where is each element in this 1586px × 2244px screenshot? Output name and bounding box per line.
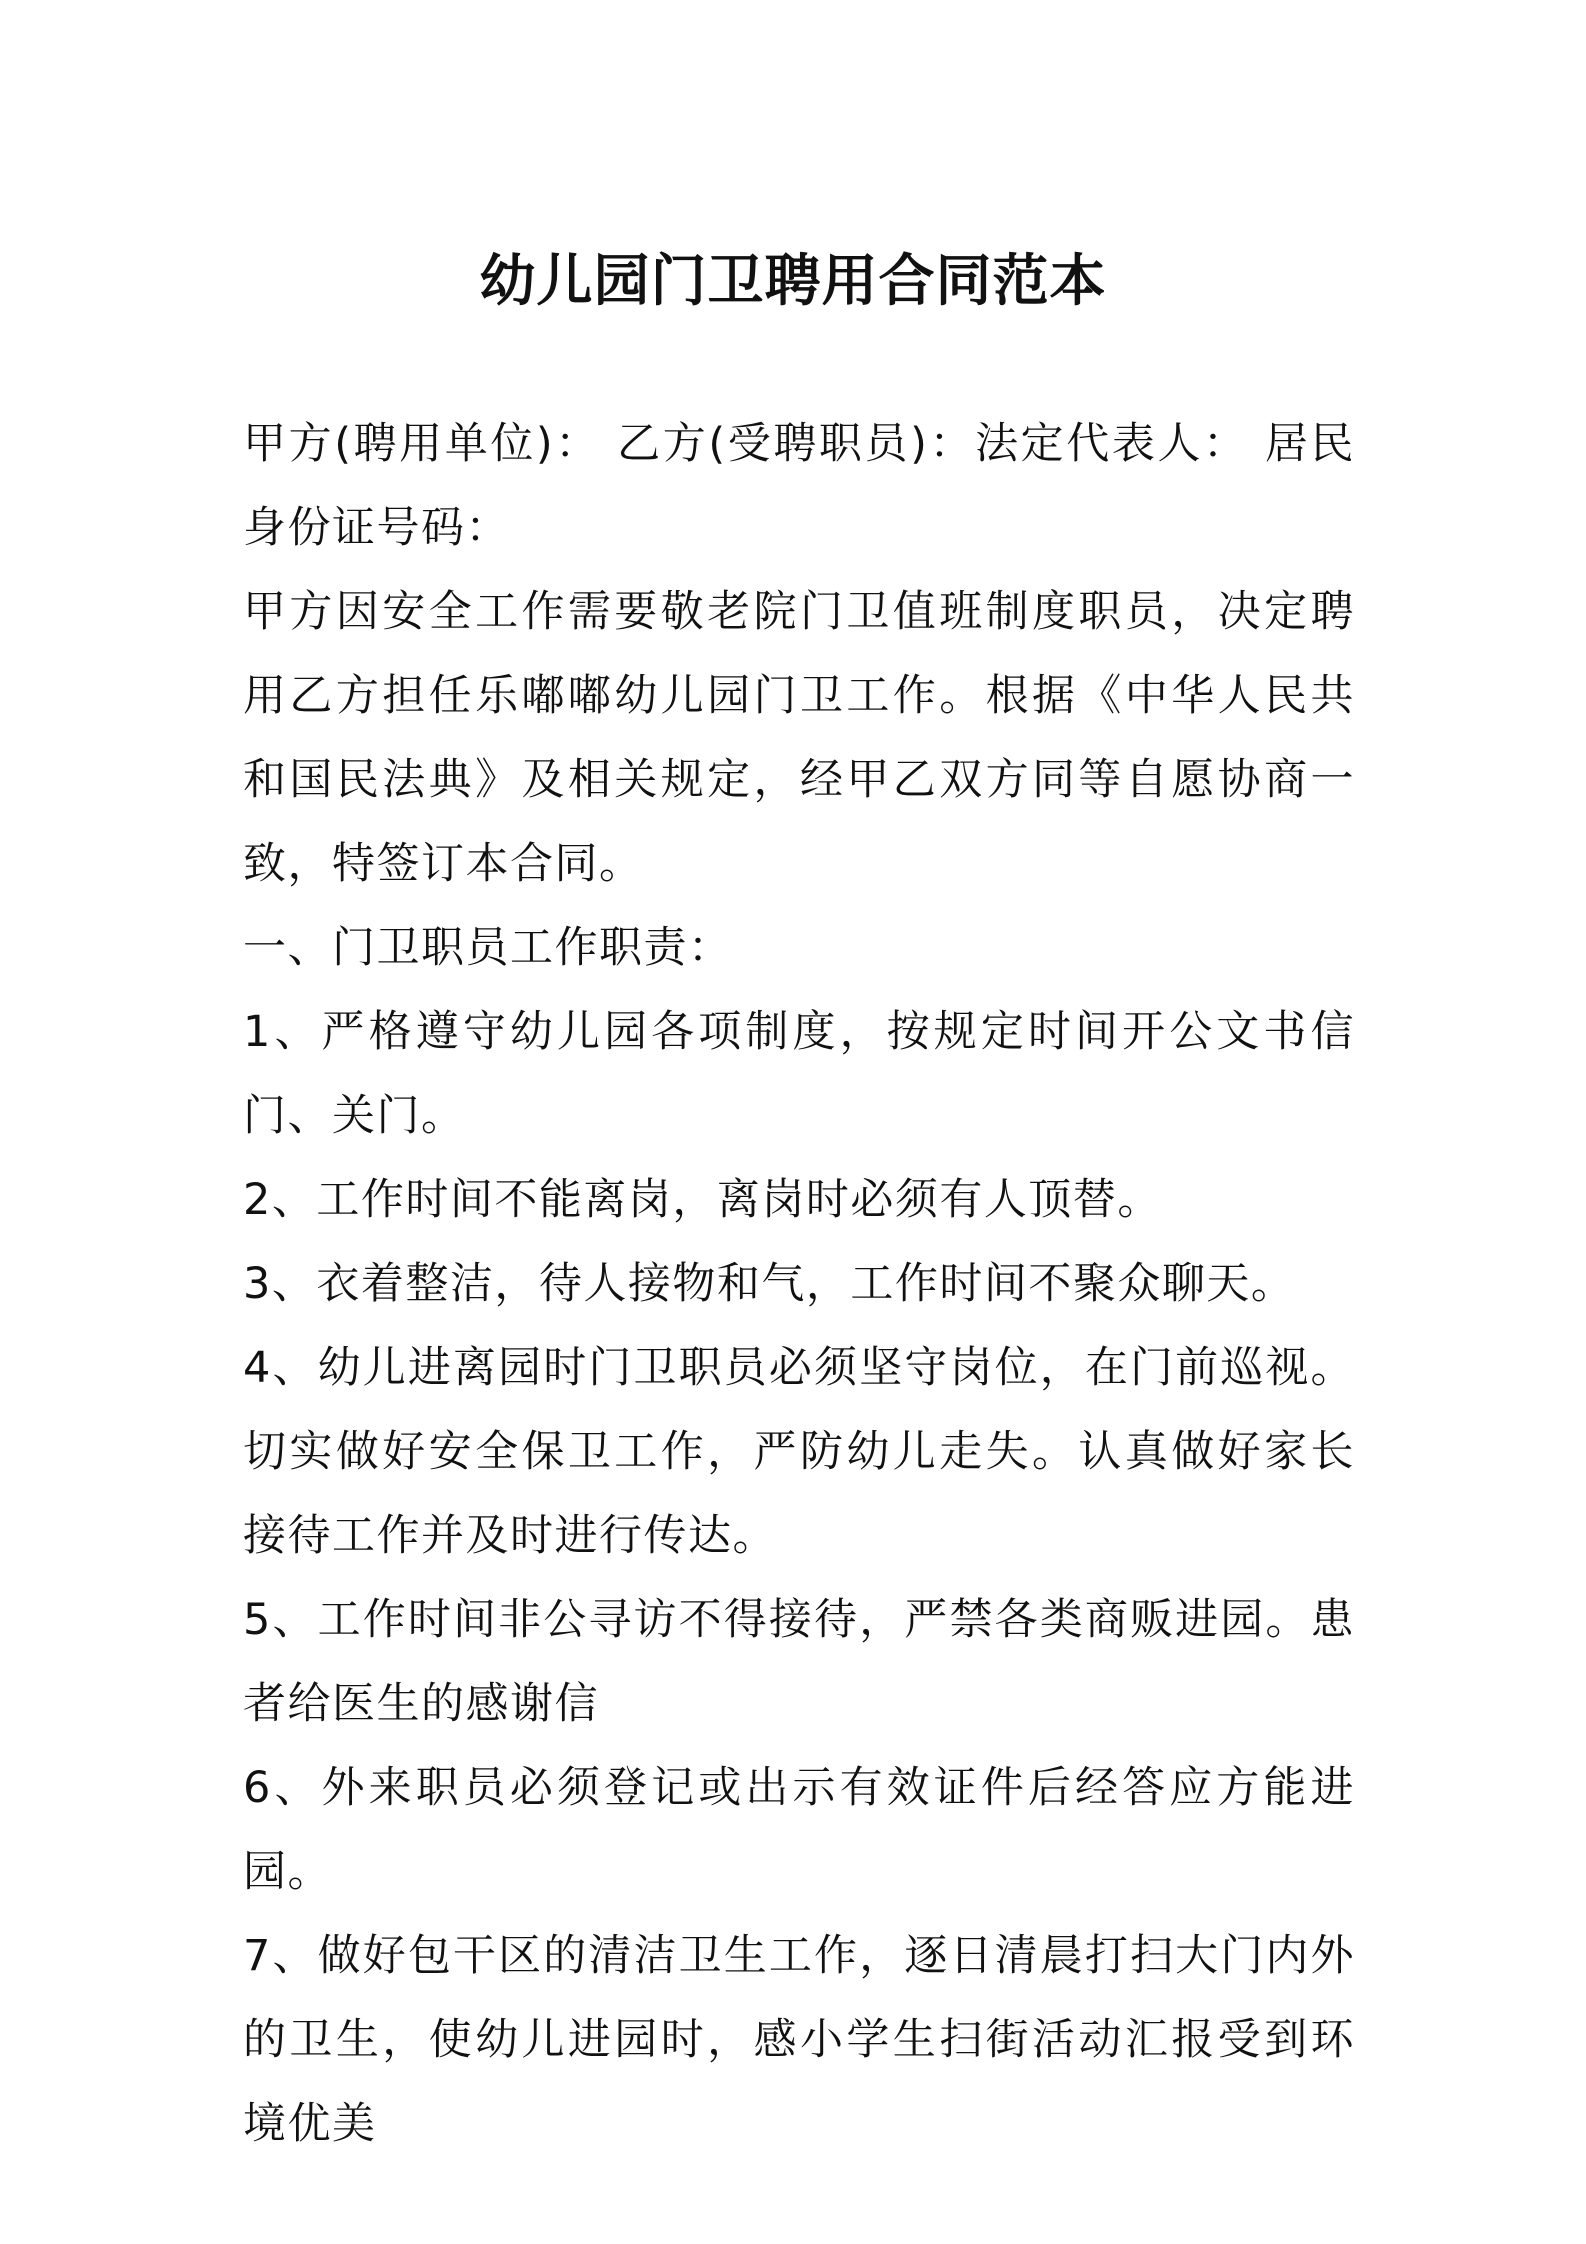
document-title: 幼儿园门卫聘用合同范本 (479, 249, 1107, 314)
duty-item-2: 2、工作时间不能离岗，离岗时必须有人顶替。 (243, 1175, 1162, 1225)
document-body (243, 402, 1355, 2166)
paragraph-intro: 甲方因安全工作需要敬老院门卫值班制度职员，决定聘用乙方担任乐嘟嘟幼儿园门卫工作。根据《中华人民共和国民法典》及相关规定，经甲乙双方同等自愿协商一致，特签订本合同。 (243, 587, 1355, 889)
duty-item-4: 4、幼儿进离园时门卫职员必须坚守岗位，在门前巡视。切实做好安全保卫工作，严防幼儿走失。认真做好家长接待工作并及时进行传达。 (243, 1343, 1355, 1561)
duty-item-6: 6、外来职员必须登记或出示有效证件后经答应方能进园。 (243, 1763, 1355, 1897)
section-heading-duties: 一、门卫职员工作职责： (243, 923, 733, 973)
paragraph-parties: 甲方(聘用单位)： 乙方(受聘职员)：法定代表人： 居民身份证号码： (243, 419, 1355, 553)
duty-item-7: 7、做好包干区的清洁卫生工作，逐日清晨打扫大门内外的卫生，使幼儿进园时，感小学生扫街活动汇报受到环境优美 (243, 1931, 1355, 2149)
duty-item-3: 3、衣着整洁，待人接物和气，工作时间不聚众聊天。 (243, 1259, 1296, 1309)
duty-item-1: 1、严格遵守幼儿园各项制度，按规定时间开公文书信门、关门。 (243, 1007, 1355, 1141)
duty-item-5: 5、工作时间非公寻访不得接待，严禁各类商贩进园。患者给医生的感谢信 (243, 1595, 1355, 1729)
